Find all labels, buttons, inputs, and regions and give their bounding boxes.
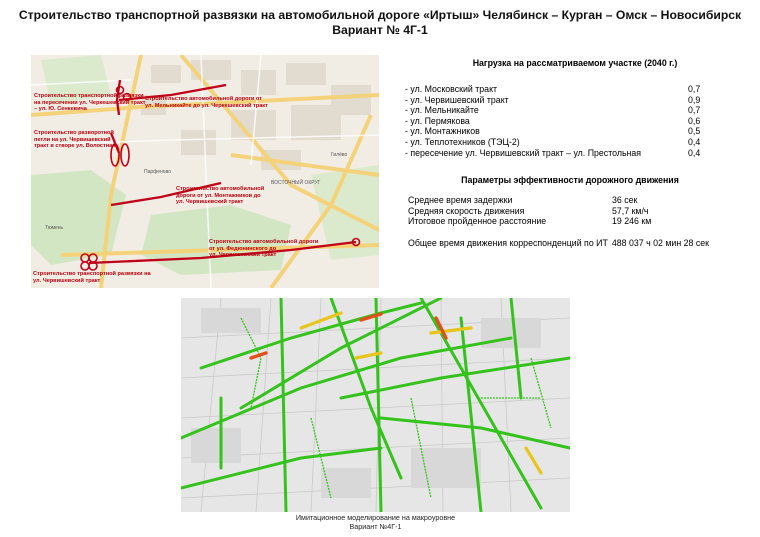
total-value: 488 037 ч 02 мин 28 сек [611, 238, 709, 248]
total-label: Общее время движения корреспонденций по ИТ [408, 238, 608, 248]
simulation-map [181, 298, 570, 512]
load-row [405, 105, 705, 116]
scheme-map [31, 55, 379, 288]
annotation-junction-chervishevsky: Строительство транспортной развязки на ул. Червишевский тракт [33, 271, 151, 284]
efficiency-label: Итоговое пройденное расстояние [408, 216, 547, 227]
caption-line-2: Вариант №4Г-1 [349, 521, 402, 531]
load-value: 0,6 [688, 115, 701, 126]
efficiency-value: 36 сек [612, 195, 638, 205]
load-list [405, 84, 705, 158]
load-label: - ул. Червишевский тракт [405, 94, 509, 105]
total-travel-time [408, 238, 709, 249]
efficiency-label: Среднее время задержки [408, 195, 513, 205]
load-row [405, 126, 705, 137]
load-value: 0,4 [688, 136, 701, 147]
load-label: - ул. Теплотехников (ТЭЦ-2) [405, 136, 520, 147]
title-line-1: Строительство транспортной развязки на автомобильной дороге «Иртыш» Челябинск – Курган – Омск – Новосибирск [18, 8, 742, 22]
load-section-title: Нагрузка на рассматриваемом участке (2040 г.) [472, 58, 678, 68]
info-panel [405, 58, 745, 248]
page-title [0, 8, 760, 38]
annotation-junction-senkevicha: Строительство транспортной развязки на пересечении ул. Черкешевский тракт – ул. Ю. Сенкевича [34, 93, 146, 112]
place-name: Гилёво [331, 152, 348, 158]
efficiency-row [408, 216, 708, 227]
place-name: ВОСТОЧНЫЙ ОКРУГ [271, 180, 321, 186]
simulation-map-graphic [181, 298, 570, 512]
load-label: - ул. Монтажников [405, 126, 480, 137]
load-label: - ул. Мельникайте [405, 105, 479, 116]
annotation-road-melnikayte: Строительство автомобильной дороги от ул. Мельникайте до ул. Черкешевский тракт [145, 96, 268, 109]
simulation-caption [181, 514, 570, 531]
annotation-road-montazhnikov: Строительство автомобильной дороги от ул. Монтажников до ул. Червишевский тракт [176, 186, 265, 205]
efficiency-label: Средняя скорость движения [408, 205, 525, 216]
efficiency-list [408, 195, 708, 227]
place-name: Парфеново [144, 169, 171, 175]
efficiency-value: 57,7 км/ч [612, 205, 649, 216]
place-name: Тюмень [45, 225, 64, 231]
title-line-2: Вариант № 4Г-1 [332, 23, 428, 37]
efficiency-value: 19 246 км [612, 216, 652, 227]
efficiency-row [408, 206, 708, 217]
load-value: 0,5 [688, 126, 701, 137]
efficiency-section-title: Параметры эффективности дорожного движения [461, 175, 679, 185]
load-value: 0,4 [688, 147, 701, 158]
load-row [405, 95, 705, 106]
load-value: 0,9 [688, 94, 701, 105]
efficiency-row [408, 195, 708, 206]
load-value: 0,7 [688, 84, 701, 94]
caption-line-1: Имитационное моделирование на макроуровне [295, 513, 456, 522]
load-label: - ул. Московский тракт [405, 84, 498, 94]
annotation-road-fedyuninskogo: Строительство автомобильной дороги от ул. Федюнинского до ул. Червишевский тракт [209, 239, 319, 258]
load-row [405, 116, 705, 127]
load-label: - пересечение ул. Червишевский тракт – ул. Престольная [405, 147, 642, 158]
load-row [405, 148, 705, 159]
load-row [405, 84, 705, 95]
annotation-u-turn-volostnaya: Строительство разворотной петли на ул. Червишевский тракт в створе ул. Волостная [34, 130, 116, 149]
load-label: - ул. Пермякова [405, 115, 470, 126]
load-value: 0,7 [688, 105, 701, 116]
load-row [405, 137, 705, 148]
scheme-map-graphic [31, 55, 379, 288]
